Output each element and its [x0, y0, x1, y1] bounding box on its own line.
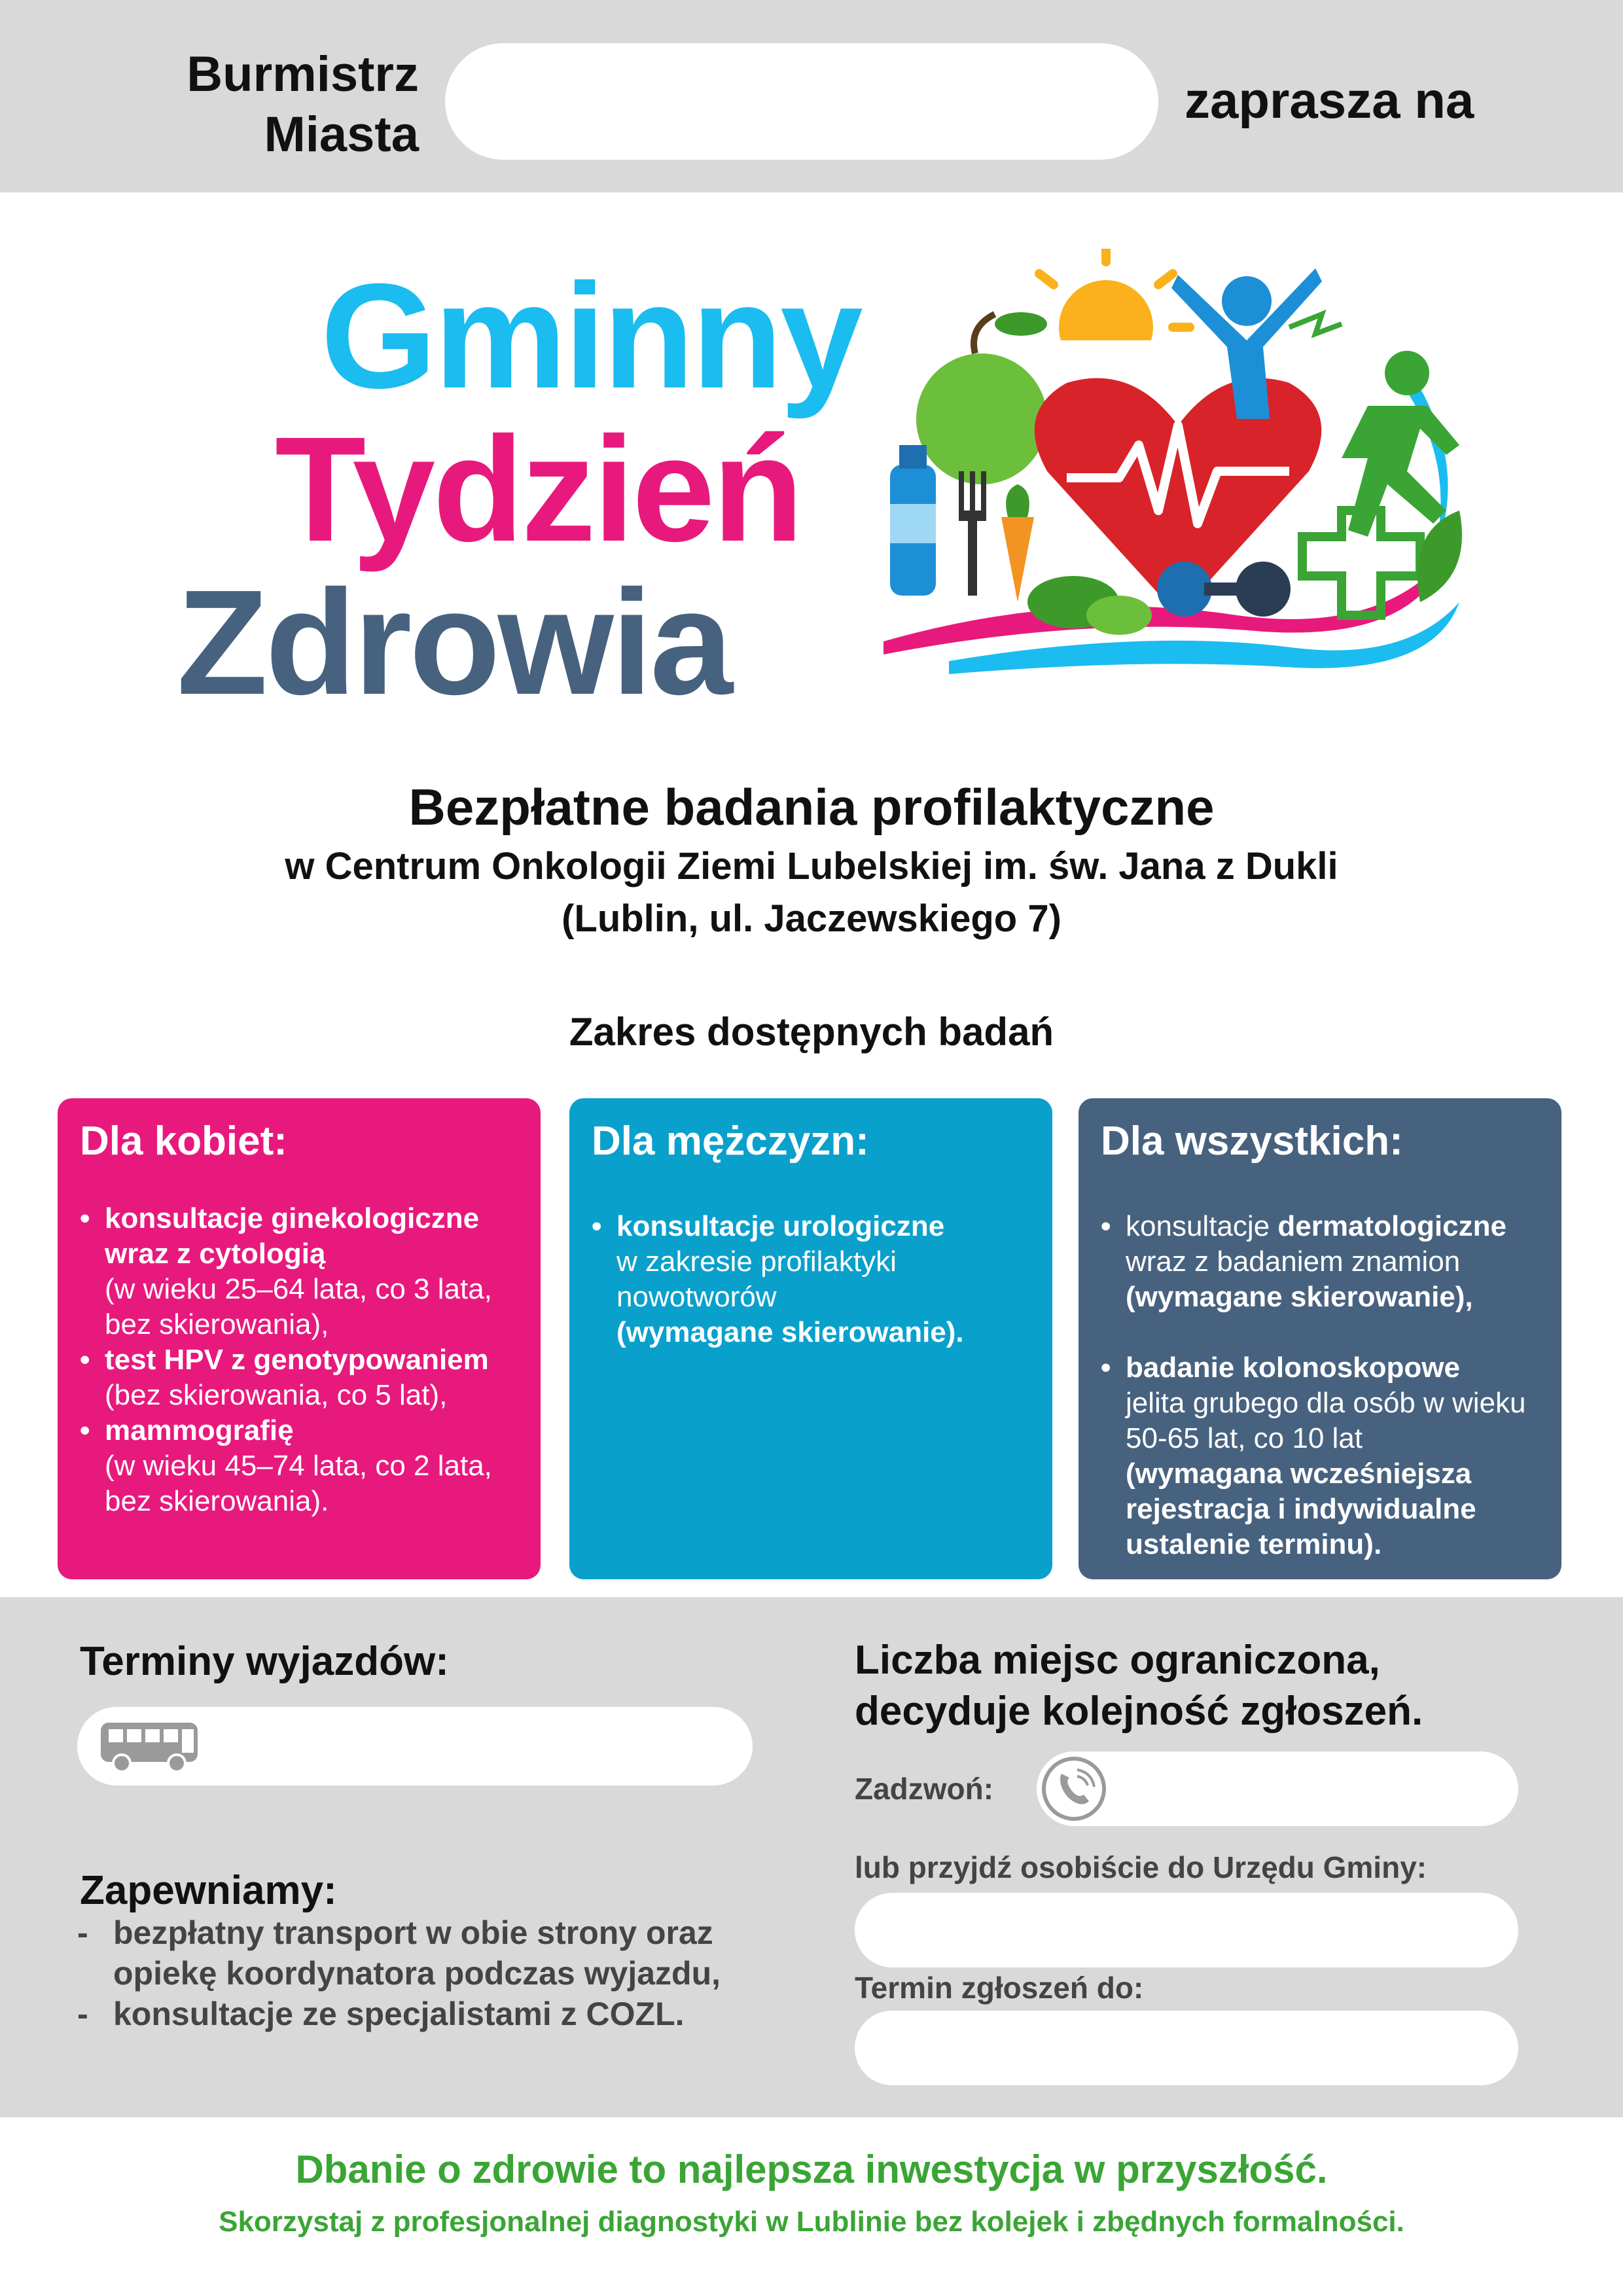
- entry-bold: konsultacje urologiczne: [616, 1210, 945, 1242]
- mayor-name-field[interactable]: [445, 43, 1158, 160]
- event-logo-text: [177, 253, 861, 726]
- limited-heading: [855, 1635, 1423, 1737]
- entry-bold-note: (wymagana wcześniejsza rejestracja i indywidualne ustalenie terminu).: [1126, 1458, 1476, 1560]
- visit-label: lub przyjdź osobiście do Urzędu Gminy:: [855, 1850, 1427, 1884]
- list-item: [80, 1413, 518, 1519]
- card-all-title: Dla wszystkich:: [1101, 1119, 1403, 1164]
- entry-bold-note: (wymagane skierowanie),: [1126, 1281, 1473, 1313]
- limited-line2: decyduje kolejność zgłoszeń.: [855, 1689, 1423, 1734]
- list-item: - bezpłatny transport w obie strony oraz opiekę koordynatora podczas wyjazdu,: [77, 1912, 732, 1994]
- office-field[interactable]: [855, 1893, 1518, 1967]
- card-men: [569, 1098, 1052, 1579]
- list-item: [1101, 1209, 1539, 1315]
- entry-text: (bez skierowania, co 5 lat),: [105, 1379, 448, 1411]
- header-title: [118, 45, 419, 165]
- entry-bold: mammografię: [105, 1414, 294, 1446]
- phone-field[interactable]: [1037, 1751, 1518, 1826]
- list-item: [80, 1201, 518, 1342]
- header-title-line1: Burmistrz: [187, 46, 419, 102]
- call-label: Zadzwoń:: [855, 1772, 994, 1806]
- card-men-title: Dla mężczyzn:: [592, 1119, 869, 1164]
- list-item: [592, 1209, 1030, 1350]
- entry-text: jelita grubego dla osób w wieku 50-65 lat, co 10 lat: [1126, 1387, 1526, 1454]
- logo-line1: Gminny: [321, 253, 861, 420]
- assure-list: [77, 1912, 732, 2034]
- card-all: [1079, 1098, 1561, 1579]
- entry-bold: konsultacje ginekologiczne wraz z cytologią: [105, 1202, 480, 1270]
- card-women-title: Dla kobiet:: [80, 1119, 287, 1164]
- scope-heading: Zakres dostępnych badań: [569, 1010, 1054, 1054]
- entry-text-pre: konsultacje: [1126, 1210, 1278, 1242]
- entry-text: (w wieku 25–64 lata, co 3 lata, bez skierowania),: [105, 1273, 492, 1340]
- entry-bold: badanie kolonoskopowe: [1126, 1352, 1460, 1384]
- deadline-label: Termin zgłoszeń do:: [855, 1971, 1144, 2005]
- bus-icon: [98, 1720, 203, 1774]
- limited-line1: Liczba miejsc ograniczona,: [855, 1638, 1380, 1683]
- header-title-line2: Miasta: [264, 107, 419, 162]
- deadline-field[interactable]: [855, 2011, 1518, 2085]
- card-women: [58, 1098, 541, 1579]
- main-title: Bezpłatne badania profilaktyczne: [408, 778, 1215, 836]
- entry-text: w zakresie profilaktyki nowotworów: [616, 1246, 897, 1313]
- footer-slogan: Dbanie o zdrowie to najlepsza inwestycja w przyszłość.: [295, 2147, 1328, 2191]
- list-item: [1101, 1350, 1539, 1562]
- entry-bold: test HPV z genotypowaniem: [105, 1344, 489, 1376]
- entry-bold-note: (wymagane skierowanie).: [616, 1316, 964, 1348]
- logo-line3: Zdrowia: [177, 560, 731, 726]
- header-invite: zaprasza na: [1185, 71, 1474, 129]
- logo-line2: Tydzień: [275, 406, 801, 573]
- address-subtitle: (Lublin, ul. Jaczewskiego 7): [562, 897, 1061, 940]
- header-bar: [0, 0, 1623, 192]
- entry-bold: dermatologiczne: [1277, 1210, 1507, 1242]
- entry-text: wraz z badaniem znamion: [1126, 1246, 1461, 1278]
- location-subtitle: w Centrum Onkologii Ziemi Lubelskiej im. św. Jana z Dukli: [285, 845, 1338, 888]
- assure-heading: Zapewniamy:: [80, 1868, 337, 1913]
- entry-text: (w wieku 45–74 lata, co 2 lata, bez skierowania).: [105, 1450, 492, 1517]
- footer-subtext: Skorzystaj z profesjonalnej diagnostyki w Lublinie bez kolejek i zbędnych formalności.: [219, 2206, 1404, 2238]
- list-item: [80, 1342, 518, 1413]
- trips-heading: Terminy wyjazdów:: [80, 1639, 449, 1684]
- health-illustration-icon: [870, 249, 1472, 681]
- trips-field[interactable]: [77, 1707, 753, 1785]
- list-item: - konsultacje ze specjalistami z COZL.: [77, 1994, 732, 2034]
- phone-icon: [1037, 1751, 1111, 1826]
